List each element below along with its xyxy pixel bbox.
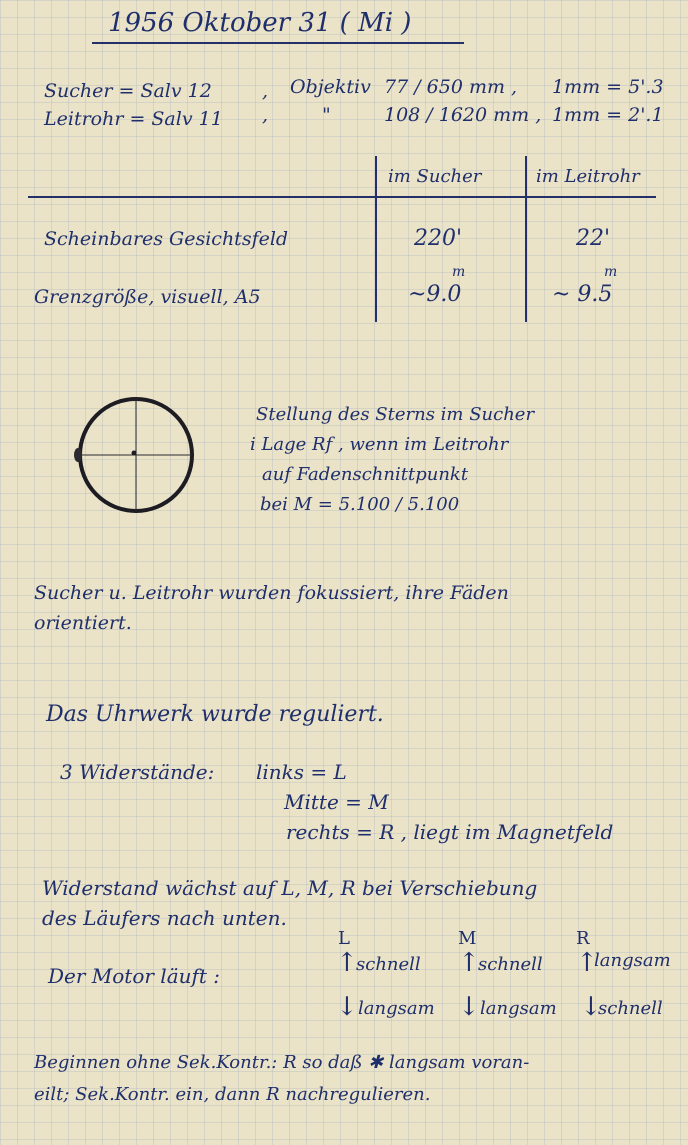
column-header: im Sucher <box>388 166 482 187</box>
finder-field-sketch <box>70 390 210 524</box>
caption-line: auf Fadenschnittpunkt <box>262 464 469 485</box>
note-line: orientiert. <box>34 612 132 634</box>
table-divider <box>375 156 377 322</box>
note-line: eilt; Sek.Kontr. ein, dann R nachregulieren. <box>34 1084 431 1105</box>
motor-speed-down: langsam <box>358 998 435 1019</box>
table-cell: 22' <box>576 226 611 251</box>
motor-speed-up: schnell <box>356 954 421 975</box>
motor-label: Der Motor läuft : <box>48 964 221 988</box>
table-divider <box>525 156 527 322</box>
arrow-up-icon: ↑ <box>336 948 358 978</box>
star-position <box>132 451 137 456</box>
resistors-label: 3 Widerstände: <box>60 760 215 784</box>
motor-speed-down: schnell <box>598 998 663 1019</box>
arrow-up-icon: ↑ <box>458 948 480 978</box>
plate-scale: 1mm = 2'.1 <box>552 104 664 126</box>
table-row-label: Grenzgröße, visuell, A5 <box>34 286 261 308</box>
motor-speed-up: langsam <box>594 950 671 971</box>
motor-speed-down: langsam <box>480 998 557 1019</box>
note-line: Sucher u. Leitrohr wurden fokussiert, ihre Fäden <box>34 582 509 604</box>
arrow-up-icon: ↑ <box>576 948 598 978</box>
instrument-name: Leitrohr = Salv 11 <box>44 108 223 130</box>
separator-mark-2: , <box>262 104 269 126</box>
caption-line: Stellung des Sterns im Sucher <box>256 404 535 425</box>
motor-speed-up: schnell <box>478 954 543 975</box>
instrument-name: Sucher = Salv 12 <box>44 80 212 102</box>
resistor-item: Mitte = M <box>284 790 389 814</box>
magnitude-unit: m <box>604 264 618 280</box>
note-line: Widerstand wächst auf L, M, R bei Verschiebung <box>42 876 538 900</box>
title-underline <box>92 42 464 44</box>
caption-line: i Lage Rf , wenn im Leitrohr <box>250 434 509 455</box>
column-header: im Leitrohr <box>536 166 640 187</box>
arrow-down-icon: ↓ <box>458 992 480 1022</box>
page-title: 1956 Oktober 31 ( Mi ) <box>108 8 412 38</box>
objective-label: Objektiv <box>290 76 371 98</box>
plate-scale: 1mm = 5'.3 <box>552 76 664 98</box>
objective-spec: 108 / 1620 mm , <box>384 104 542 126</box>
note-line: Beginnen ohne Sek.Kontr.: R so daß ✱ langsam voran- <box>34 1052 530 1073</box>
separator-mark: , <box>262 80 269 102</box>
caption-line: bei M = 5.100 / 5.100 <box>260 494 460 515</box>
motor-letter: M <box>458 928 477 949</box>
arrow-down-icon: ↓ <box>580 992 602 1022</box>
table-row-label: Scheinbares Gesichtsfeld <box>44 228 289 250</box>
objective-label: " <box>322 104 331 126</box>
table-cell: 220' <box>414 226 463 251</box>
note-line: des Läufers nach unten. <box>42 906 287 930</box>
resistor-item: rechts = R , liegt im Magnetfeld <box>286 820 614 844</box>
resistor-item: links = L <box>256 760 347 784</box>
table-rule <box>28 196 656 198</box>
motor-letter: R <box>576 928 590 949</box>
table-cell: ~ 9.5 <box>552 282 613 307</box>
table-cell: ~9.0 <box>408 282 462 307</box>
arrow-down-icon: ↓ <box>336 992 358 1022</box>
magnitude-unit: m <box>452 264 466 280</box>
ink-blot <box>74 448 82 462</box>
objective-spec: 77 / 650 mm , <box>384 76 518 98</box>
note-line: Das Uhrwerk wurde reguliert. <box>46 702 384 727</box>
motor-letter: L <box>338 928 350 949</box>
